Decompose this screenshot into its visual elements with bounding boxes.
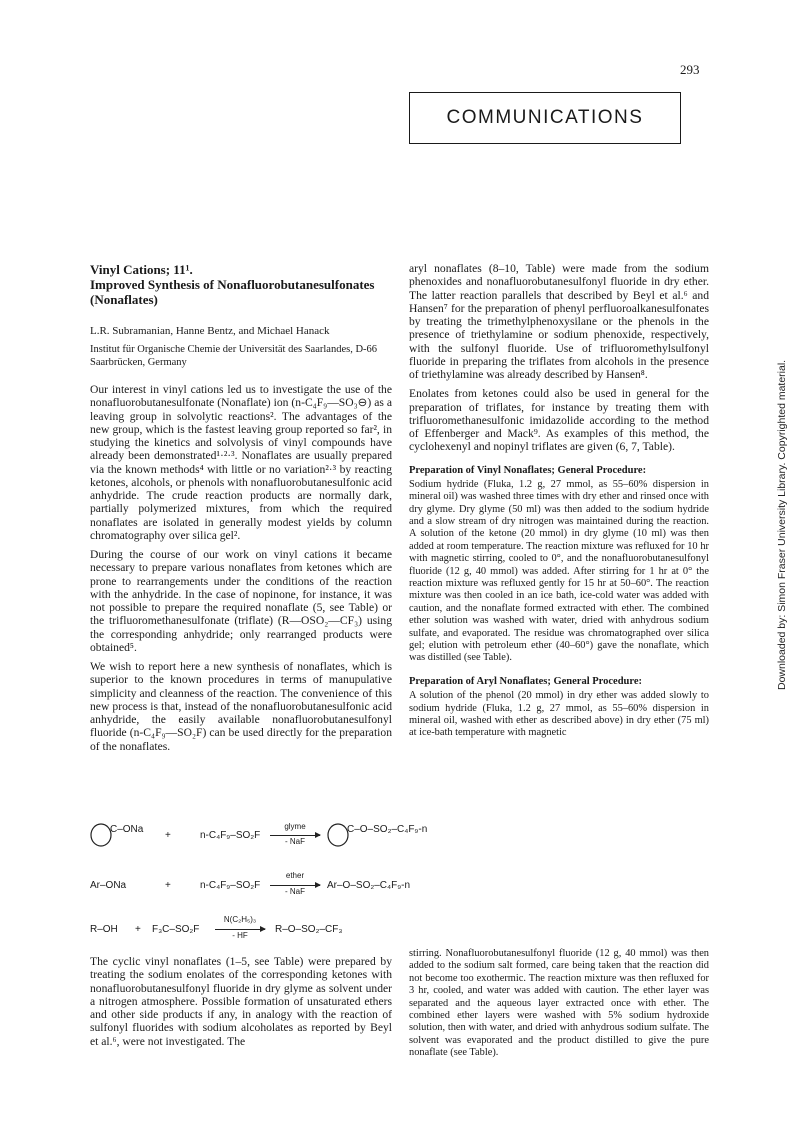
reagent-1: n-C₄F₉–SO₂F	[200, 830, 261, 841]
condition-1-top: glyme	[284, 822, 306, 831]
condition-3-bottom: - HF	[232, 931, 248, 940]
reagent-2: n-C₄F₉–SO₂F	[200, 880, 261, 891]
reaction-scheme	[90, 822, 470, 942]
reactant-3: R–OH	[90, 924, 118, 935]
section-banner: COMMUNICATIONS	[409, 92, 681, 144]
procedure-text: Sodium hydride (Fluka, 1.2 g, 27 mmol, as 55–60% dispersion in mineral oil) was washed three times with dry ether and rinsed once with dry glyme. Dry glyme (50 ml) was then added to the sodium hydride and a slow stream of dry nitrogen was maintained during the reaction. A solution of the ketone (20 mmol) in dry glyme (10 ml) was then added at room temperature. The reaction mixture was refluxed for 10 hr with magnetic stirring, cooled to 0°, and the nonafluorobutanesulfonyl fluoride (12 g, 40 mmol) was added. After stirring for 1 hr at 0° the reaction mixture was refluxed gently for 15 hr at 50–60°. The reaction mixture was then cooled in an ice bath, ice-cold water was added with caution, and the nonaflate formed extracted with ether. The combined ether solution was washed with water, dried with anhydrous sodium sulfate, and evaporated. The residue was chromatographed over silica gel; elution with petroleum ether (40–60°) gave the nonaflate, which was distilled (see Table).	[409, 478, 709, 664]
arrow-2	[270, 885, 320, 886]
page-number: 293	[680, 62, 700, 77]
product-3: R–O–SO₂–CF₃	[275, 924, 343, 935]
product-1: C–O–SO₂–C₄F₉-n	[347, 824, 428, 835]
condition-2-top: ether	[285, 871, 305, 880]
paragraph: During the course of our work on vinyl cations it became necessary to prepare various nonaflates from ketones which are prone to rearrangements under the conditions of the reaction with the anhydride. In the case of nopinone, for instance, it was not possible to prepare the required nonaflate (5, see Table) or the trifluoromethanesulfonate (triflate) (R—OSO₂—CF₃) using the corresponding anhydride; only rearranged products were obtained⁵.	[90, 548, 392, 654]
title-line-1: Vinyl Cations; 11¹.	[90, 262, 193, 277]
paragraph: aryl nonaflates (8–10, Table) were made from the sodium phenoxides and nonafluorobutanesulfonyl fluoride in dry ether. The latter reaction parallels that described by Beyl et al.⁶ and Hansen⁷ for the preparation of phenyl perfluoroalkanesulfonates by treating the trimethylphenoxysilane or the phenols in the presence of triethylamine or sodium phenoxide, respectively, with the sulfonyl fluoride. Use of trifluoromethylsulfonyl fluoride in preparing the triflates from alcohols in the presence of triethylamine was already described by Hansen⁸.	[409, 262, 709, 381]
plus-sign: +	[135, 924, 141, 935]
plus-sign: +	[165, 830, 171, 841]
left-column-bottom	[90, 955, 392, 1054]
paragraph: We wish to report here a new synthesis of nonaflates, which is superior to the known procedures in terms of manupulative simplicity and cleanness of the reaction. The convenience of this new process is that, instead of the nonafluorobutanesulfonic acid anhydride, the easily available nonafluorobutanesulfonyl fluoride (n-C₄F₉—SO₂F) can be used directly for the preparation of the nonaflates.	[90, 660, 392, 753]
procedure-heading: Preparation of Aryl Nonaflates; General Procedure:	[409, 675, 642, 687]
arrow-1	[270, 835, 320, 836]
right-column-bottom	[409, 948, 709, 1066]
product-2: Ar–O–SO₂–C₄F₉-n	[327, 880, 411, 891]
paragraph: The cyclic vinyl nonaflates (1–5, see Table) were prepared by treating the sodium enolates of the corresponding ketones with nonafluorobutanesulfonyl fluoride in dry glyme as solvent under a nitrogen atmosphere. Possible formation of unsaturated ethers and other side products if any, in analogy with the reaction of sulfonyl fluorides with sodium alcoholates as reported by Beyl et al.⁶, were not investigated. The	[90, 955, 392, 1048]
affiliation: Institut für Organische Chemie der Universität des Saarlandes, D-66 Saarbrücken, Germany	[90, 344, 378, 368]
reagent-3: F₃C–SO₂F	[152, 924, 200, 935]
condition-2-bottom: - NaF	[285, 887, 305, 896]
right-column	[409, 262, 709, 746]
enolate-group: C–ONa	[110, 824, 144, 835]
article-title	[90, 262, 392, 307]
paragraph: Enolates from ketones could also be used in general for the preparation of triflates, for instance by treating them with trifluoromethanesulfonic imidazolide according to the method of Effenberger and Mack⁹. As examples of this method, the cyclohexenyl and nopinyl triflates are given (6, 7, Table).	[409, 387, 709, 454]
authors: L.R. Subramanian, Hanne Bentz, and Michael Hanack	[90, 325, 330, 337]
download-note: Downloaded by: Simon Fraser University Library. Copyrighted material.	[776, 359, 788, 690]
title-line-2: Improved Synthesis of Nonafluorobutanesulfonates (Nonaflates)	[90, 277, 375, 307]
condition-3-top: N(C₂H₅)₃	[223, 915, 257, 924]
condition-1-bottom: - NaF	[285, 837, 305, 846]
procedure-heading: Preparation of Vinyl Nonaflates; General Procedure:	[409, 464, 647, 476]
reactant-2: Ar–ONa	[90, 880, 127, 891]
paragraph: Our interest in vinyl cations led us to investigate the use of the nonafluorobutanesulfonate (Nonaflate) ion (n-C₄F₉—SO₃⊖) as a leaving group in solvolytic reactions². The advantages of the new group, which is the fastest leaving group reported so far², in studying the kinetics and solvolysis of vinyl compounds have already been demonstrated¹·²·³. Nonaflates are usually prepared via the known methods⁴ with little or no variation²·³ by reacting ketones, alcohols, or phenols with nonafluorobutanesulfonic acid anhydride. The crude reaction products are normally dark, partially polymerized mixtures, from which the required nonaflates are isolated in generally modest yields by column chromatography over silica gel².	[90, 383, 393, 542]
procedure-text: A solution of the phenol (20 mmol) in dry ether was added slowly to sodium hydride (Fluka, 1.2 g, 27 mmol, as 55–60% dispersion in mineral oil, washed with ether as described above) in dry ether (75 ml) at ice-bath temperature with magnetic	[409, 690, 709, 739]
left-column	[90, 262, 392, 759]
arrow-3	[215, 929, 265, 930]
procedure-text: stirring. Nonafluorobutanesulfonyl fluoride (12 g, 40 mmol) was then added to the sodium salt formed, care being taken that the reaction did not become too exothermic. The reaction mixture was then refluxed for 3 hr, cooled, and water was added with caution. The ether layer was separated and the aqueous layer extracted once with ether. The combined ether layers were washed with 5% sodium hydroxide solution, then with water, and dried with anhydrous sodium sulfate. The solvent was evaporated and the product distilled to give the pure nonaflate (see Table).	[409, 948, 709, 1059]
plus-sign: +	[165, 880, 171, 891]
